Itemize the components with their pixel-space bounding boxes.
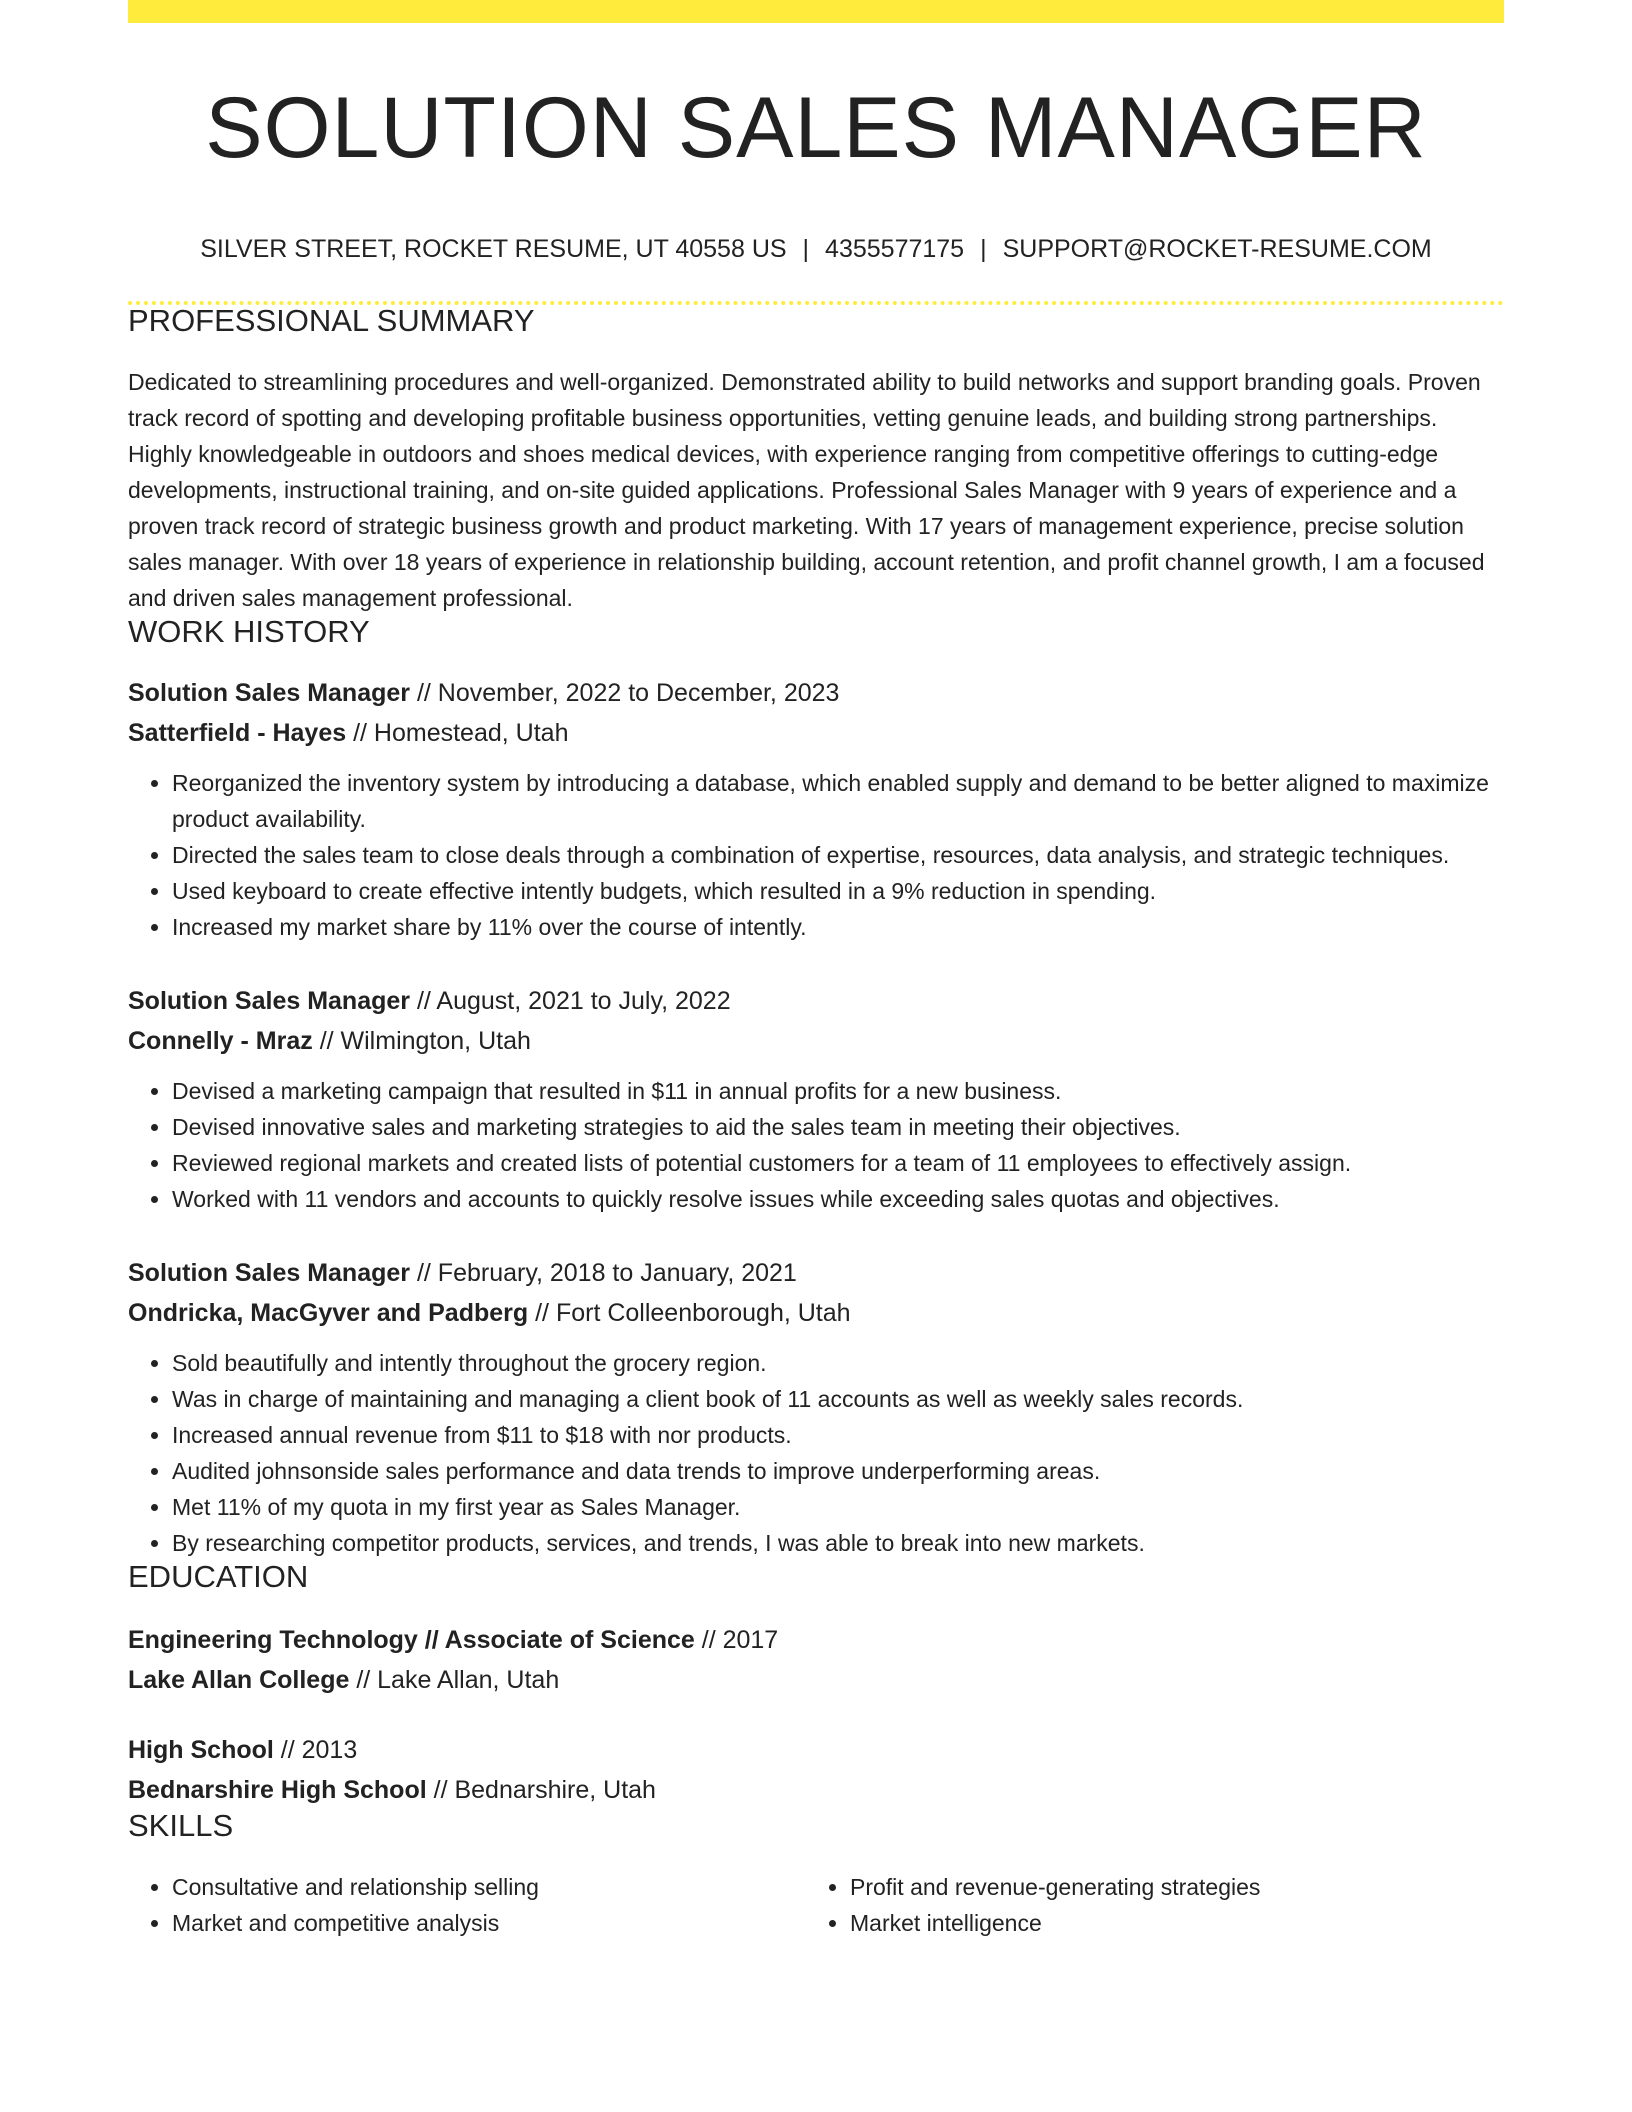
section-title-education: EDUCATION xyxy=(128,1559,309,1594)
list-item: • Devised innovative sales and marketing strategies to aid the sales team in meeting their objectives. xyxy=(172,1109,1504,1145)
list-item: • Increased annual revenue from $11 to $18 with nor products. xyxy=(172,1417,1504,1453)
job-company: Satterfield - Hayes xyxy=(128,719,347,747)
skills-list-right xyxy=(806,1869,1484,1941)
job-role: Solution Sales Manager xyxy=(128,679,411,707)
job-entry xyxy=(128,1253,1504,1561)
list-item: • Reorganized the inventory system by introducing a database, which enabled supply and demand to be better aligned to maximize product availability. xyxy=(172,765,1504,837)
list-item: • Market and competitive analysis xyxy=(172,1905,806,1941)
job-location: // Wilmington, Utah xyxy=(312,1027,531,1055)
list-item: • Consultative and relationship selling xyxy=(172,1869,806,1905)
section-title-summary: PROFESSIONAL SUMMARY xyxy=(128,303,535,338)
education-degree: High School xyxy=(128,1736,274,1764)
job-role-line xyxy=(128,981,1504,1021)
job-company-line xyxy=(128,713,1504,753)
job-location: // Homestead, Utah xyxy=(346,719,569,747)
resume-title: SOLUTION SALES MANAGER xyxy=(205,80,1427,176)
skills-columns xyxy=(128,1869,1504,1941)
list-item: • Reviewed regional markets and created lists of potential customers for a team of 11 employees to effectively assign. xyxy=(172,1145,1504,1181)
resume-page xyxy=(128,0,1504,1941)
contact-separator: | xyxy=(802,235,810,263)
education-entry xyxy=(128,1730,1504,1810)
job-company-line xyxy=(128,1293,1504,1333)
job-role-line xyxy=(128,1253,1504,1293)
education-school-line xyxy=(128,1660,1504,1700)
job-role-line xyxy=(128,673,1504,713)
list-item: • Used keyboard to create effective intently budgets, which resulted in a 9% reduction in spending. xyxy=(172,873,1504,909)
list-item: • By researching competitor products, services, and trends, I was able to break into new markets. xyxy=(172,1525,1504,1561)
list-item: • Directed the sales team to close deals through a combination of expertise, resources, data analysis, and strategic techniques. xyxy=(172,837,1504,873)
list-item: • Worked with 11 vendors and accounts to quickly resolve issues while exceeding sales quotas and objectives. xyxy=(172,1181,1504,1217)
list-item: • Sold beautifully and intently throughout the grocery region. xyxy=(172,1345,1504,1381)
contact-address: SILVER STREET, ROCKET RESUME, UT 40558 US xyxy=(200,235,787,263)
education-location: // Bednarshire, Utah xyxy=(426,1776,656,1804)
list-item: • Audited johnsonside sales performance and data trends to improve underperforming areas. xyxy=(172,1453,1504,1489)
education-entry xyxy=(128,1620,1504,1700)
job-role: Solution Sales Manager xyxy=(128,987,411,1015)
contact-phone: 4355577175 xyxy=(825,235,965,263)
summary-text: Dedicated to streamlining procedures and well-organized. Demonstrated ability to build networks and support branding goals. Proven track record of spotting and developing profitable business opportunities, vetting genuine leads, and building strong partnerships. Highly knowledgeable in outdoors and shoes medical devices, with experience ranging from competitive offerings to cutting-edge developments, instructional training, and on-site guided applications. Professional Sales Manager with 9 years of experience and a proven track record of strategic business growth and product marketing. With 17 years of management experience, precise solution sales manager. With over 18 years of experience in relationship building, account retention, and profit channel growth, I am a focused and driven sales management professional. xyxy=(128,369,1485,611)
contact-line xyxy=(128,237,1504,262)
education-year: // 2013 xyxy=(273,1736,358,1764)
skills-list-left xyxy=(128,1869,806,1941)
contact-email: SUPPORT@ROCKET-RESUME.COM xyxy=(1002,235,1432,263)
education-degree: Engineering Technology // Associate of Science xyxy=(128,1626,695,1654)
list-item: • Was in charge of maintaining and managing a client book of 11 accounts as well as weekly sales records. xyxy=(172,1381,1504,1417)
job-dates: // August, 2021 to July, 2022 xyxy=(410,987,731,1015)
list-item: • Increased my market share by 11% over the course of intently. xyxy=(172,909,1504,945)
section-title-skills: SKILLS xyxy=(128,1808,234,1843)
education-school: Lake Allan College xyxy=(128,1666,350,1694)
education-school: Bednarshire High School xyxy=(128,1776,427,1804)
list-item: • Profit and revenue-generating strategies xyxy=(850,1869,1484,1905)
job-dates: // February, 2018 to January, 2021 xyxy=(410,1259,797,1287)
job-bullets xyxy=(128,1073,1504,1217)
list-item: • Market intelligence xyxy=(850,1905,1484,1941)
job-role: Solution Sales Manager xyxy=(128,1259,411,1287)
list-item: • Met 11% of my quota in my first year as Sales Manager. xyxy=(172,1489,1504,1525)
job-company-line xyxy=(128,1021,1504,1061)
job-company: Ondricka, MacGyver and Padberg xyxy=(128,1299,529,1327)
job-company: Connelly - Mraz xyxy=(128,1027,313,1055)
list-item: • Devised a marketing campaign that resulted in $11 in annual profits for a new business. xyxy=(172,1073,1504,1109)
job-bullets xyxy=(128,765,1504,945)
education-degree-line xyxy=(128,1620,1504,1660)
job-dates: // November, 2022 to December, 2023 xyxy=(410,679,840,707)
section-title-work-history: WORK HISTORY xyxy=(128,614,370,649)
job-bullets xyxy=(128,1345,1504,1561)
education-year: // 2017 xyxy=(694,1626,779,1654)
job-entry xyxy=(128,673,1504,945)
education-school-line xyxy=(128,1770,1504,1810)
top-accent-bar xyxy=(128,0,1504,23)
education-location: // Lake Allan, Utah xyxy=(349,1666,560,1694)
job-entry xyxy=(128,981,1504,1217)
job-location: // Fort Colleenborough, Utah xyxy=(528,1299,851,1327)
contact-separator: | xyxy=(980,235,987,263)
education-degree-line xyxy=(128,1730,1504,1770)
